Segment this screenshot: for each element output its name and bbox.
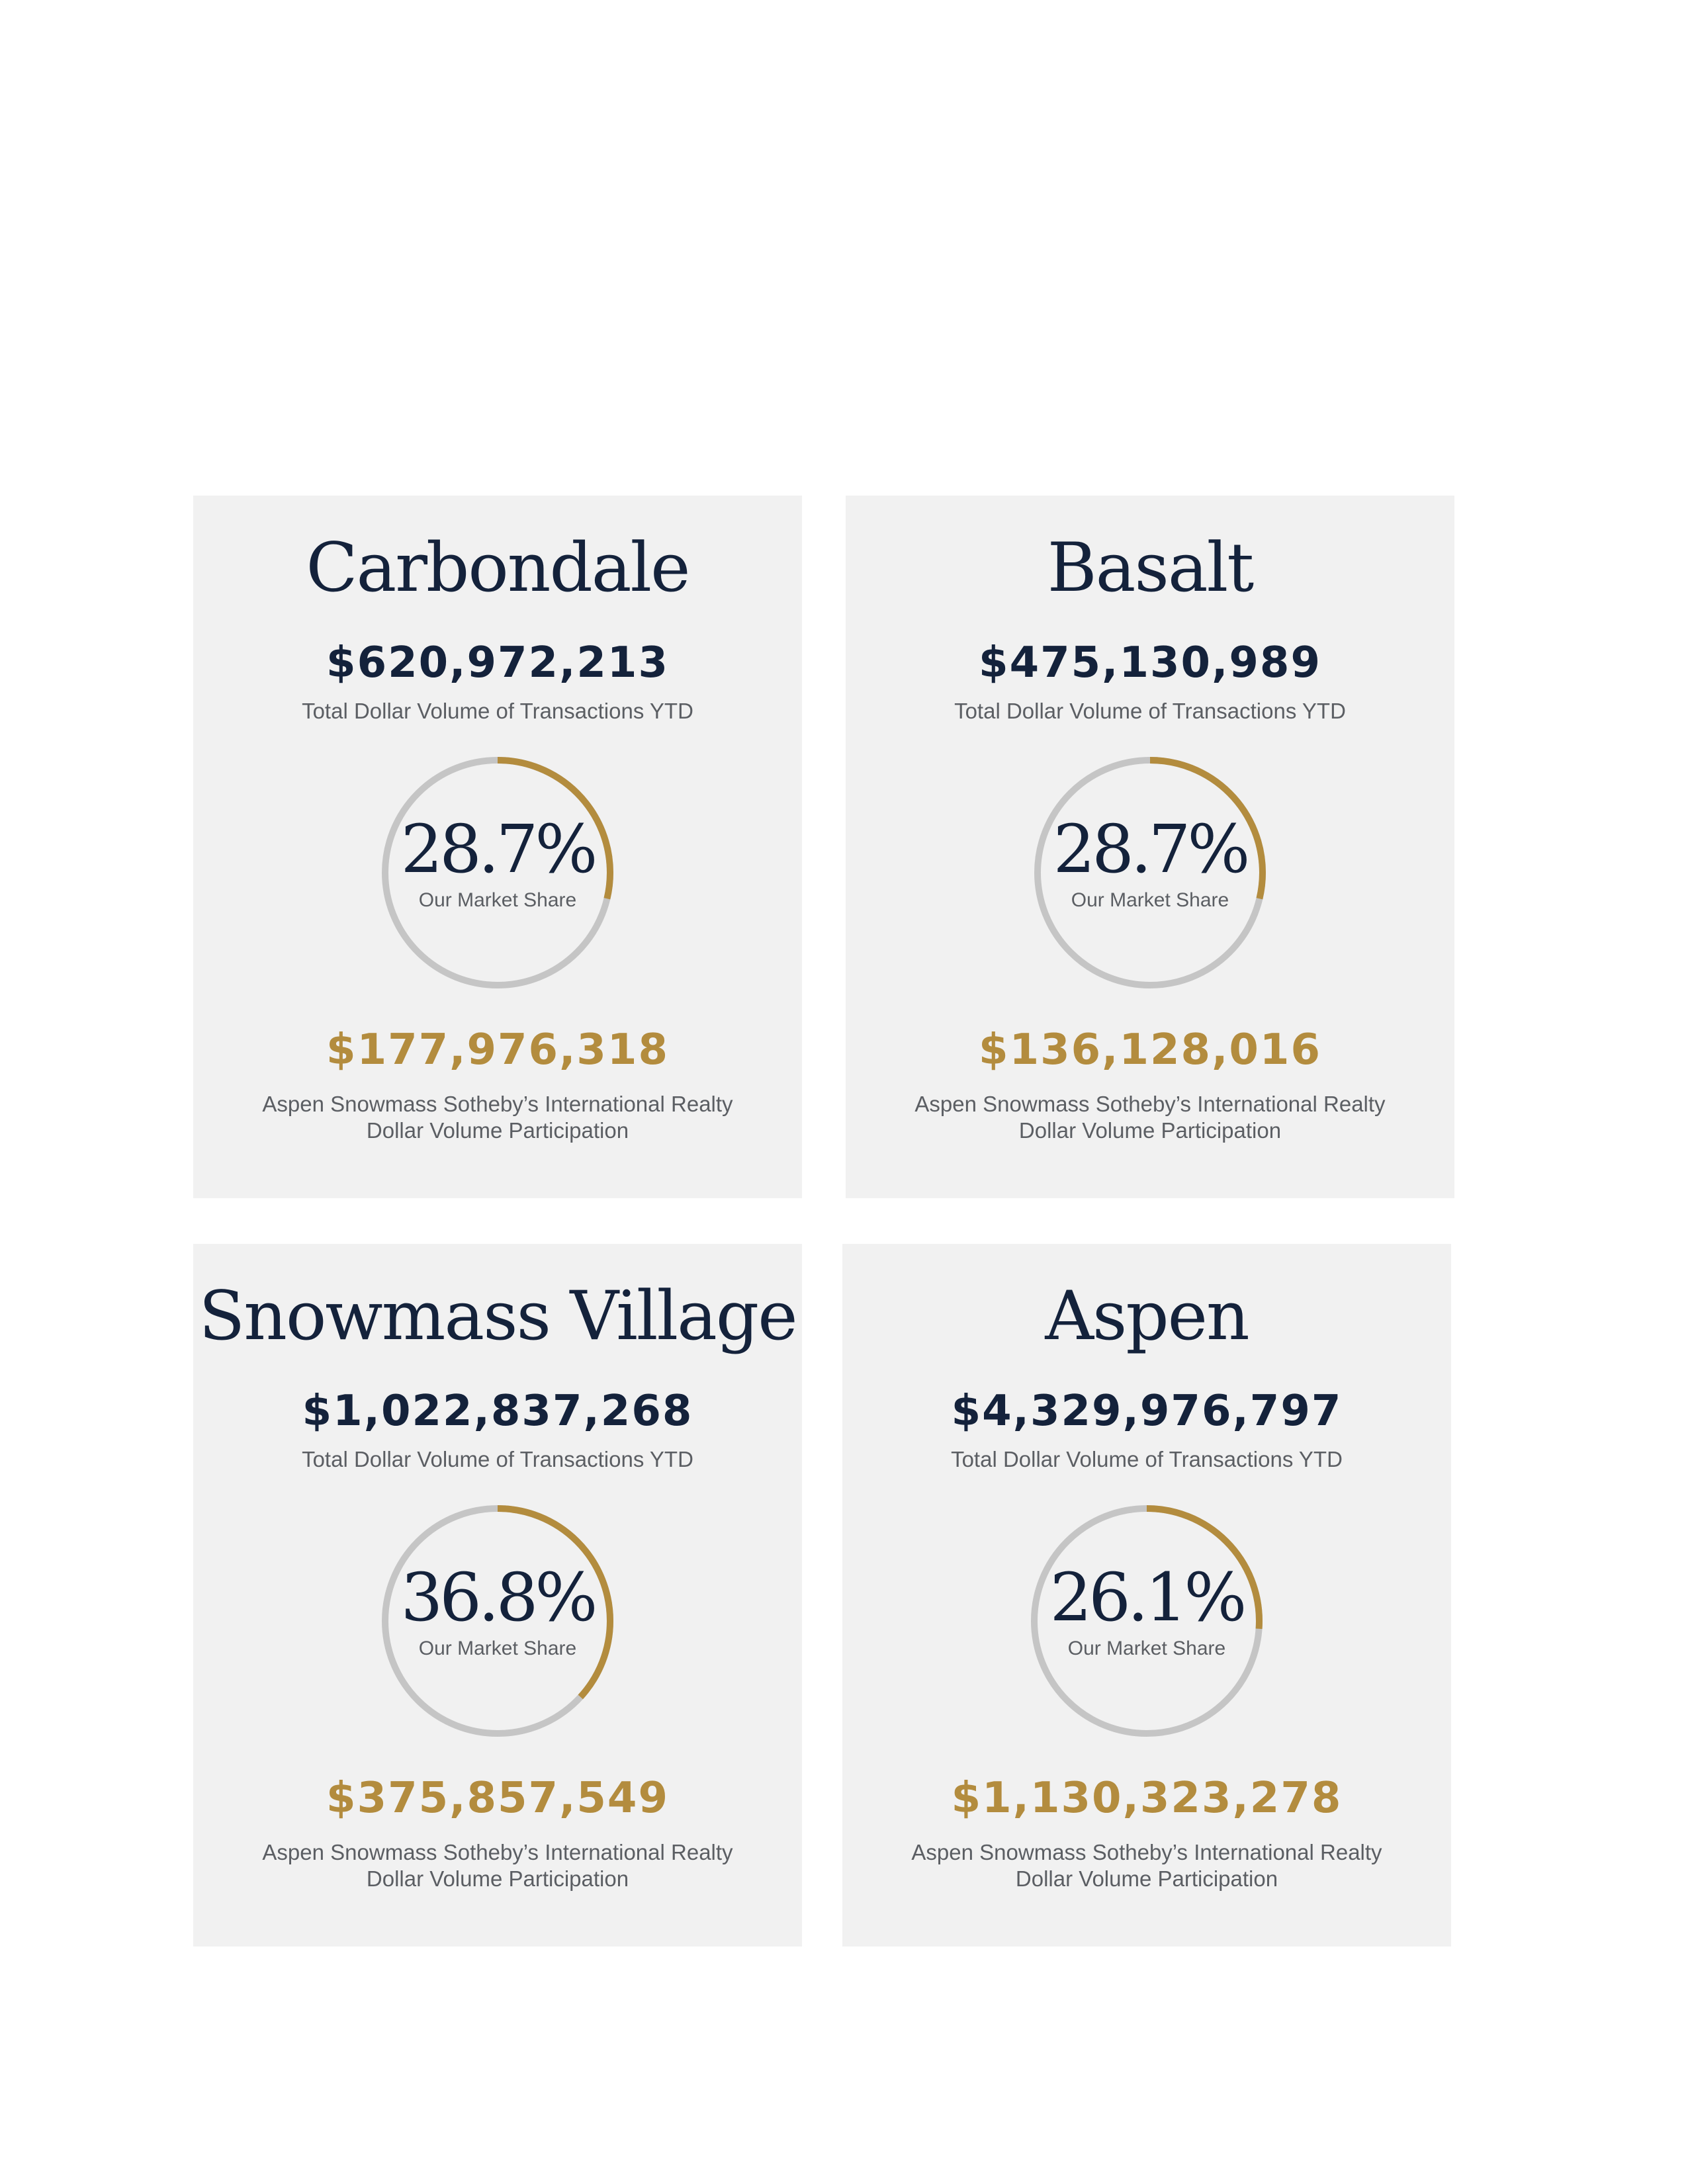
total-volume: $620,972,213: [326, 638, 669, 687]
market-share-percent: 36.8%: [400, 1559, 595, 1636]
our-volume: $375,857,549: [326, 1774, 669, 1823]
our-volume-label: [193, 1839, 802, 1892]
town-name: Basalt: [1047, 529, 1253, 607]
market-share-label: Our Market Share: [1071, 889, 1229, 911]
town-name: Carbondale: [306, 529, 689, 607]
town-name: Aspen: [1045, 1277, 1249, 1356]
market-card-aspen: [842, 1244, 1451, 1946]
total-volume-label: Total Dollar Volume of Transactions YTD: [302, 699, 693, 723]
our-volume-label-line2: Dollar Volume Participation: [1015, 1866, 1278, 1891]
our-volume-label-line1: Aspen Snowmass Sotheby’s International Realty: [914, 1092, 1386, 1116]
our-volume-label-line2: Dollar Volume Participation: [1018, 1118, 1282, 1143]
market-share-percent: 28.7%: [1053, 810, 1247, 888]
our-volume: $1,130,323,278: [951, 1774, 1343, 1823]
market-share-ring: [1028, 1502, 1266, 1740]
market-card-basalt: [846, 496, 1454, 1198]
our-volume-label-line1: Aspen Snowmass Sotheby’s International Realty: [262, 1840, 733, 1864]
market-share-label: Our Market Share: [1067, 1638, 1226, 1659]
town-name: Snowmass Village: [199, 1277, 797, 1356]
total-volume-label: Total Dollar Volume of Transactions YTD: [954, 699, 1346, 723]
total-volume: $1,022,837,268: [302, 1387, 693, 1436]
our-volume: $177,976,318: [326, 1026, 669, 1074]
market-share-ring: [1031, 754, 1269, 992]
our-volume: $136,128,016: [979, 1026, 1321, 1074]
total-volume-label: Total Dollar Volume of Transactions YTD: [951, 1447, 1343, 1471]
our-volume-label: [846, 1091, 1454, 1144]
market-share-percent: 28.7%: [400, 810, 595, 888]
total-volume: $475,130,989: [979, 638, 1321, 687]
our-volume-label-line2: Dollar Volume Participation: [366, 1866, 629, 1891]
total-volume-label: Total Dollar Volume of Transactions YTD: [302, 1447, 693, 1471]
our-volume-label: [193, 1091, 802, 1144]
market-share-percent: 26.1%: [1049, 1559, 1244, 1636]
market-share-label: Our Market Share: [418, 889, 577, 911]
our-volume-label-line1: Aspen Snowmass Sotheby’s International Realty: [911, 1840, 1382, 1864]
market-share-ring: [378, 754, 617, 992]
market-card-carbondale: [193, 496, 802, 1198]
market-share-ring: [378, 1502, 617, 1740]
market-card-snowmass-village: [193, 1244, 802, 1946]
total-volume: $4,329,976,797: [951, 1387, 1343, 1436]
our-volume-label-line1: Aspen Snowmass Sotheby’s International Realty: [262, 1092, 733, 1116]
our-volume-label-line2: Dollar Volume Participation: [366, 1118, 629, 1143]
market-share-label: Our Market Share: [418, 1638, 577, 1659]
our-volume-label: [842, 1839, 1451, 1892]
